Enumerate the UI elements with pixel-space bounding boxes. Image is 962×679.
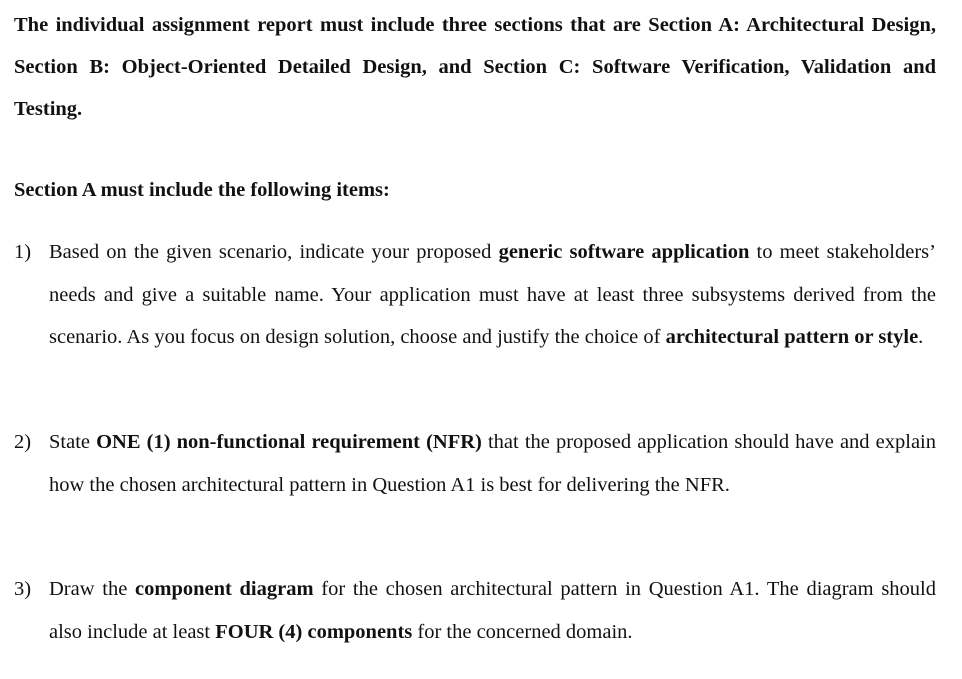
item-number: 2)	[14, 431, 32, 453]
item-text	[49, 231, 936, 359]
item-emphasis: ONE (1) non-functional requirement (NFR)	[96, 431, 482, 453]
intro-paragraph: The individual assignment report must include three sections that are Section A: Architectural Design, Section B: Object-Oriented Detailed Design, and Section C: Software Verification, Validation and Testing.	[14, 14, 936, 120]
item-text-part: to meet stakeholders’ needs and give a suitable name. Your application must have at least three subsystems derived from the scenario. As you focus on design solution, choose and justify the choice of	[49, 241, 936, 348]
item-text-part: that the proposed application should have and explain how the chosen architectural pattern in Question A1 is best for delivering the NFR.	[49, 431, 936, 496]
item-emphasis: architectural pattern or style	[665, 326, 919, 348]
item-text-part: State	[49, 431, 97, 453]
item-number: 1)	[14, 241, 32, 263]
item-text-part: for the chosen architectural pattern in Question A1. The diagram should also include at least	[49, 578, 936, 643]
item-number: 3)	[14, 578, 32, 600]
item-text-part: Based on the given scenario, indicate your proposed	[49, 241, 499, 263]
item-text-part: Draw the	[49, 578, 136, 600]
item-text	[49, 568, 936, 653]
item-text-part: .	[918, 326, 924, 348]
item-text	[49, 421, 936, 506]
item-emphasis: generic software application	[498, 241, 750, 263]
item-emphasis: FOUR (4) components	[215, 620, 413, 643]
item-emphasis: component diagram	[135, 578, 314, 600]
section-a-heading: Section A must include the following items:	[14, 179, 390, 201]
item-text-part: for the concerned domain.	[412, 620, 633, 643]
